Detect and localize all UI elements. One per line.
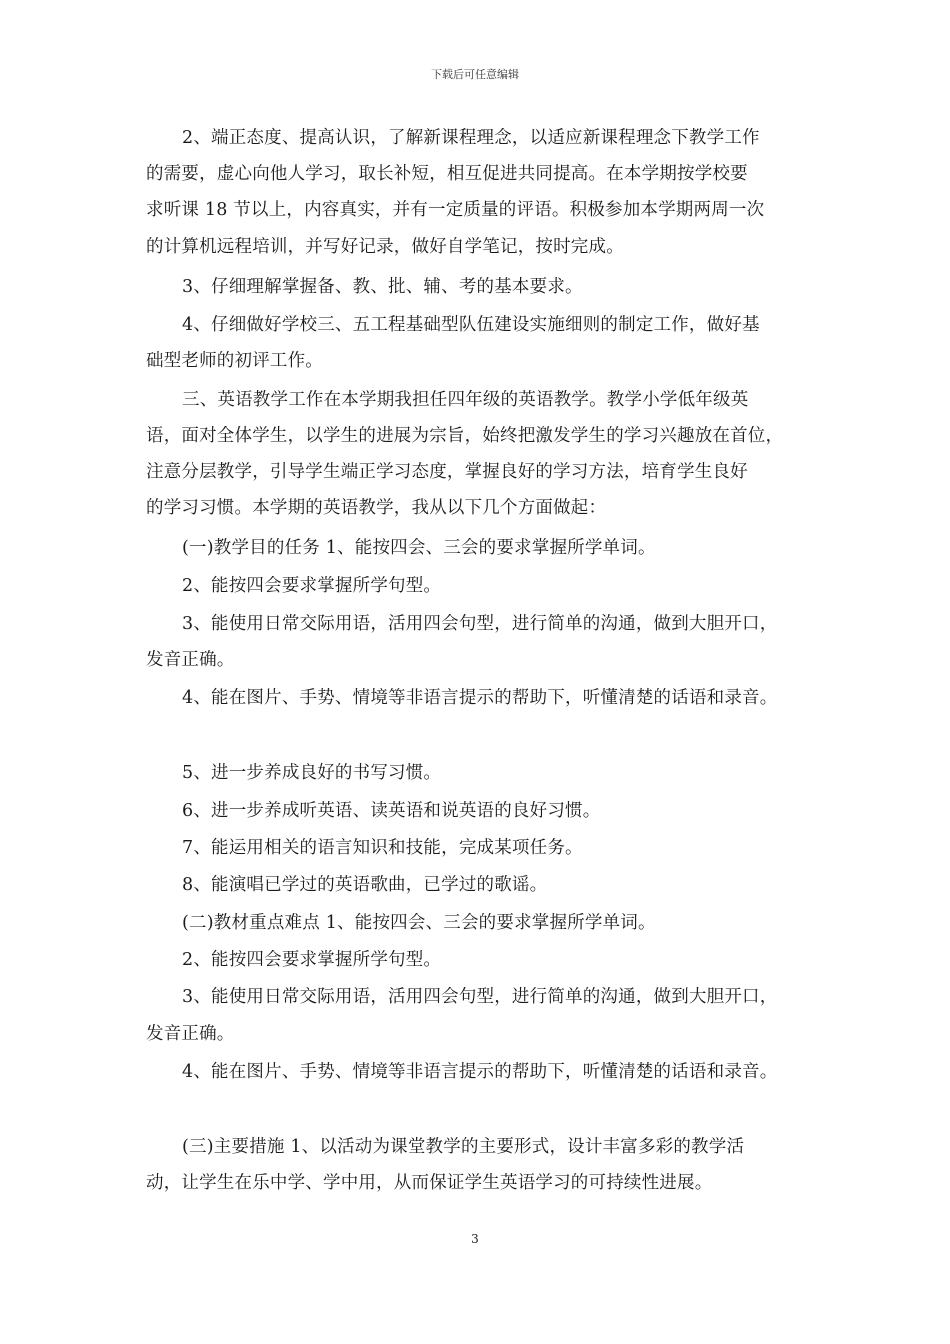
text-line: (二)教材重点难点 1、能按四会、三会的要求掌握所学单词。 [182, 913, 656, 933]
text-line: 的计算机远程培训，并写好记录，做好自学笔记，按时完成。 [146, 237, 624, 257]
text-line: 求听课 18 节以上，内容真实，并有一定质量的评语。积极参加本学期两周一次 [146, 200, 765, 220]
text-line: 语，面对全体学生，以学生的进展为宗旨，始终把激发学生的学习兴趣放在首位， [146, 426, 784, 446]
text-line: 4、能在图片、手势、情境等非语言提示的帮助下，听懂清楚的话语和录音。 [182, 688, 778, 708]
text-line: 2、能按四会要求掌握所学句型。 [182, 576, 442, 596]
text-line: 2、能按四会要求掌握所学句型。 [182, 950, 442, 970]
text-line: 2、端正态度、提高认识，了解新课程理念，以适应新课程理念下教学工作 [182, 128, 760, 148]
text-line: 4、仔细做好学校三、五工程基础型队伍建设实施细则的制定工作，做好基 [182, 315, 760, 335]
text-line: 发音正确。 [146, 650, 235, 670]
text-line: 4、能在图片、手势、情境等非语言提示的帮助下，听懂清楚的话语和录音。 [182, 1062, 778, 1082]
text-line: 注意分层教学，引导学生端正学习态度，掌握良好的学习方法，培育学生良好 [146, 462, 748, 482]
text-line: 3、能使用日常交际用语，活用四会句型，进行简单的沟通，做到大胆开口， [182, 614, 778, 634]
text-line: 发音正确。 [146, 1024, 235, 1044]
text-line: 3、能使用日常交际用语，活用四会句型，进行简单的沟通，做到大胆开口， [182, 987, 778, 1007]
text-line: 的学习习惯。本学期的英语教学，我从以下几个方面做起： [146, 498, 607, 518]
text-line: 础型老师的初评工作。 [146, 351, 323, 371]
text-line: 6、进一步养成听英语、读英语和说英语的良好习惯。 [182, 801, 601, 821]
text-line: 的需要，虚心向他人学习，取长补短，相互促进共同提高。在本学期按学校要 [146, 164, 748, 184]
text-line: 三、英语教学工作在本学期我担任四年级的英语教学。教学小学低年级英 [182, 390, 749, 410]
text-line: 7、能运用相关的语言知识和技能，完成某项任务。 [182, 838, 583, 858]
text-line: 3、仔细理解掌握备、教、批、辅、考的基本要求。 [182, 277, 583, 297]
text-line: 5、进一步养成良好的书写习惯。 [182, 763, 442, 783]
page-header: 下载后可任意编辑 [431, 68, 519, 81]
text-line: (三)主要措施 1、以活动为课堂教学的主要形式，设计丰富多彩的教学活 [182, 1137, 745, 1157]
text-line: 8、能演唱已学过的英语歌曲，已学过的歌谣。 [182, 875, 548, 895]
page-number: 3 [471, 1232, 479, 1246]
text-line: (一)教学目的任务 1、能按四会、三会的要求掌握所学单词。 [182, 538, 656, 558]
text-line: 动，让学生在乐中学、学中用，从而保证学生英语学习的可持续性进展。 [146, 1173, 713, 1193]
